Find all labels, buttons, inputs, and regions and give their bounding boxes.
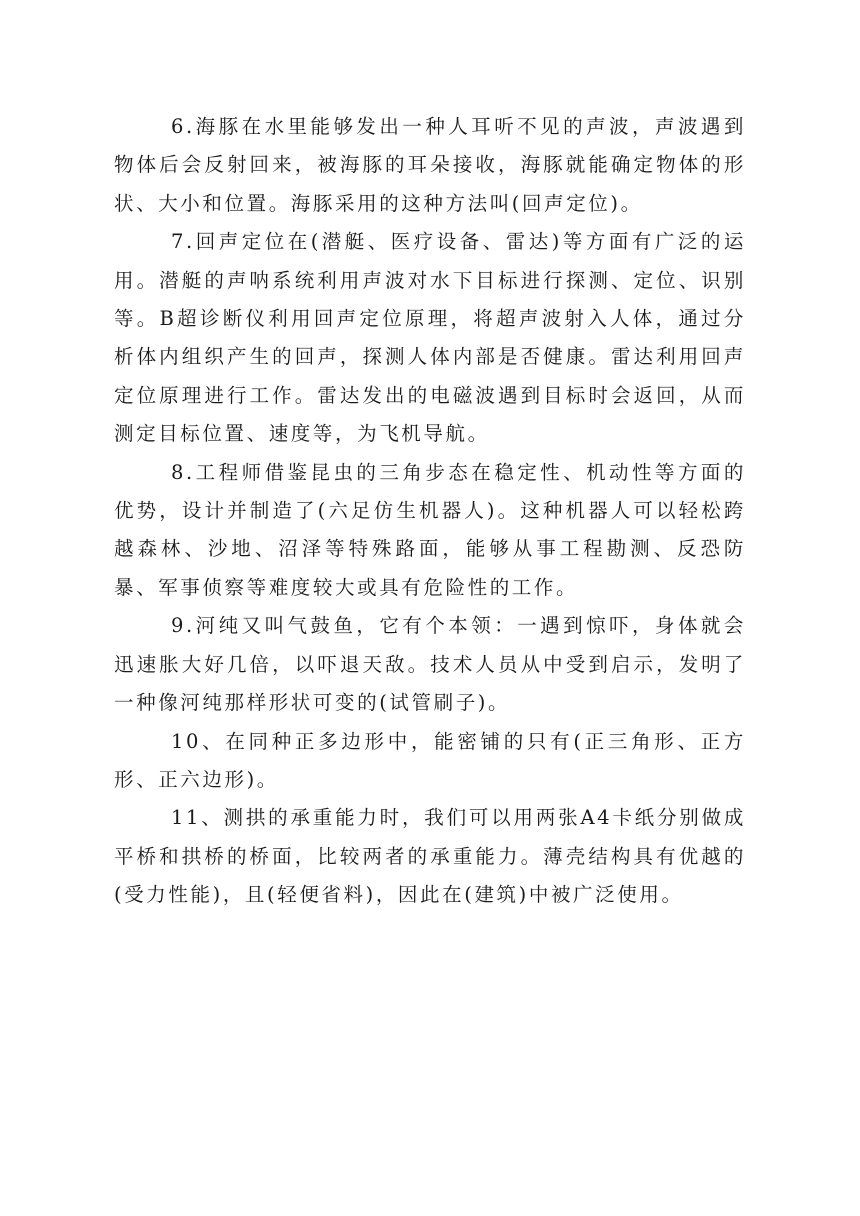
paragraph-11-arch-shell: 11、测拱的承重能力时，我们可以用两张A4卡纸分别做成平桥和拱桥的桥面，比较两者的承重能力。薄壳结构具有优越的(受力性能)，且(轻便省料)，因此在(建筑)中被广泛使用。 (114, 806, 746, 907)
document-page (114, 108, 746, 915)
paragraph-10-tessellation: 10、在同种正多边形中，能密铺的只有(正三角形、正方形、正六边形)。 (114, 729, 746, 791)
paragraph-9-pufferfish-brush: 9.河纯又叫气鼓鱼，它有个本领：一遇到惊吓，身体就会迅速胀大好几倍，以吓退天敌。技术人员从中受到启示，发明了一种像河纯那样形状可变的(试管刷子)。 (114, 614, 746, 715)
paragraph-8-hexapod-robot: 8.工程师借鉴昆虫的三角步态在稳定性、机动性等方面的优势，设计并制造了(六足仿生机器人)。这种机器人可以轻松跨越森林、沙地、沼泽等特殊路面，能够从事工程勘测、反恐防暴、军事侦察等难度较大或具有危险性的工作。 (114, 460, 746, 599)
paragraph-7-echolocation-uses: 7.回声定位在(潜艇、医疗设备、雷达)等方面有广泛的运用。潜艇的声呐系统利用声波对水下目标进行探测、定位、识别等。B超诊断仪利用回声定位原理，将超声波射入人体，通过分析体内组织产生的回声，探测人体内部是否健康。雷达利用回声定位原理进行工作。雷达发出的电磁波遇到目标时会返回，从而测定目标位置、速度等，为飞机导航。 (114, 230, 746, 446)
paragraph-6-dolphin-echolocation: 6.海豚在水里能够发出一种人耳听不见的声波，声波遇到物体后会反射回来，被海豚的耳朵接收，海豚就能确定物体的形状、大小和位置。海豚采用的这种方法叫(回声定位)。 (114, 115, 746, 215)
